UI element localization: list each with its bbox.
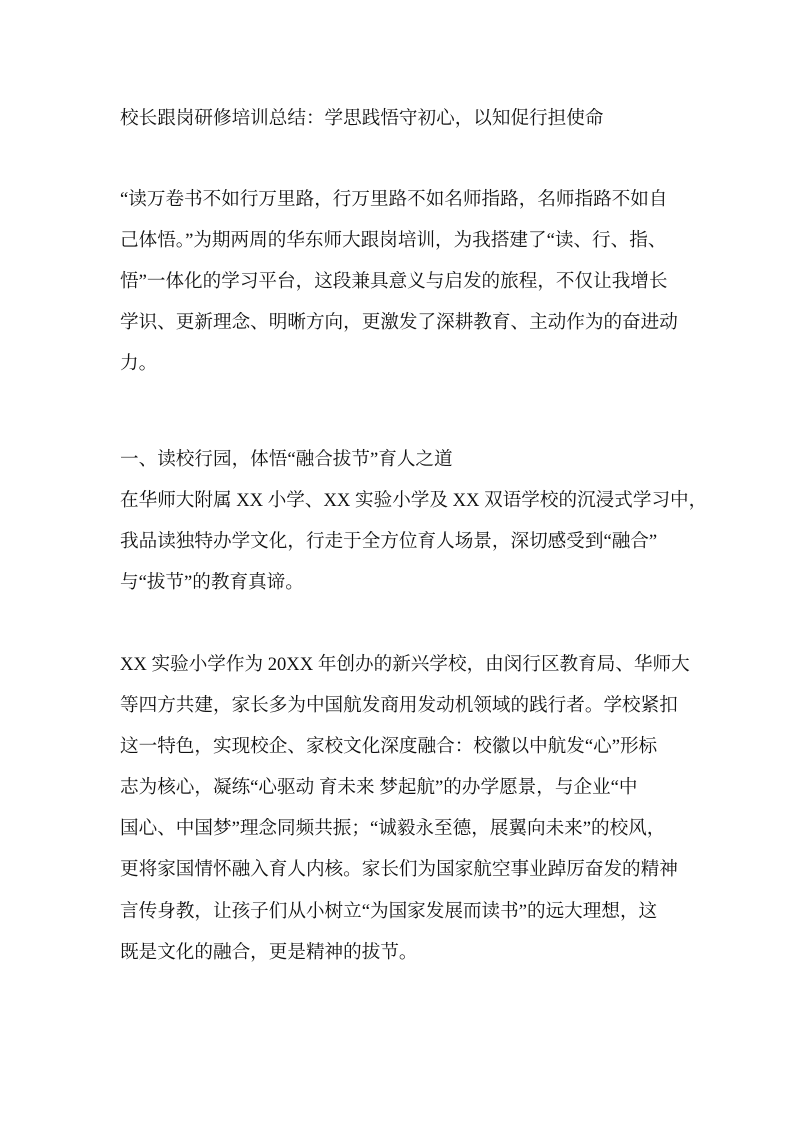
paragraph-line: XX 实验小学作为 20XX 年创办的新兴学校，由闵行区教育局、华师大 — [120, 653, 690, 675]
paragraph-line: 既是文化的融合，更是精神的拔节。 — [120, 941, 418, 963]
paragraph-line: 言传身教，让孩子们从小树立“为国家发展而读书”的远大理想，这 — [120, 900, 658, 922]
section-1-paragraph-2 — [120, 644, 690, 974]
title-text: 校长跟岗研修培训总结：学思践悟守初心，以知促行担使命 — [120, 108, 604, 129]
paragraph-line: 等四方共建，家长多为中国航发商用发动机领域的践行者。学校紧扣 — [120, 694, 678, 716]
paragraph-line: 与“拔节”的教育真谛。 — [120, 572, 304, 594]
paragraph-line: 我品读独特办学文化，行走于全方位育人场景，深切感受到“融合” — [120, 530, 658, 552]
paragraph-line: 悟”一体化的学习平台，这段兼具意义与启发的旅程，不仅让我增长 — [120, 270, 668, 292]
document-title — [120, 98, 685, 139]
paragraph-line: 力。 — [120, 353, 158, 375]
paragraph-line: 己体悟。”为期两周的华东师大跟岗培训，为我搭建了“读、行、指、 — [120, 229, 667, 251]
section-heading: 一、读校行园，体悟“融合拔节”育人之道 — [120, 448, 453, 470]
paragraph-line: 学识、更新理念、明晰方向，更激发了深耕教育、主动作为的奋进动 — [120, 312, 678, 334]
paragraph-line: 国心、中国梦”理念同频共振；“诚毅永至德，展翼向未来”的校风， — [120, 818, 666, 840]
intro-paragraph — [120, 179, 685, 385]
section-1 — [120, 439, 708, 604]
paragraph-line: 在华师大附属 XX 小学、XX 实验小学及 XX 双语学校的沉浸式学习中， — [120, 489, 708, 511]
paragraph-line: “读万卷书不如行万里路，行万里路不如名师指路，名师指路不如自 — [120, 188, 668, 210]
paragraph-line: 志为核心，凝练“心驱动 育未来 梦起航”的办学愿景，与企业“中 — [120, 777, 638, 799]
paragraph-line: 这一特色，实现校企、家校文化深度融合：校徽以中航发“心”形标 — [120, 735, 658, 757]
paragraph-line: 更将家国情怀融入育人内核。家长们为国家航空事业踔厉奋发的精神 — [120, 859, 678, 881]
